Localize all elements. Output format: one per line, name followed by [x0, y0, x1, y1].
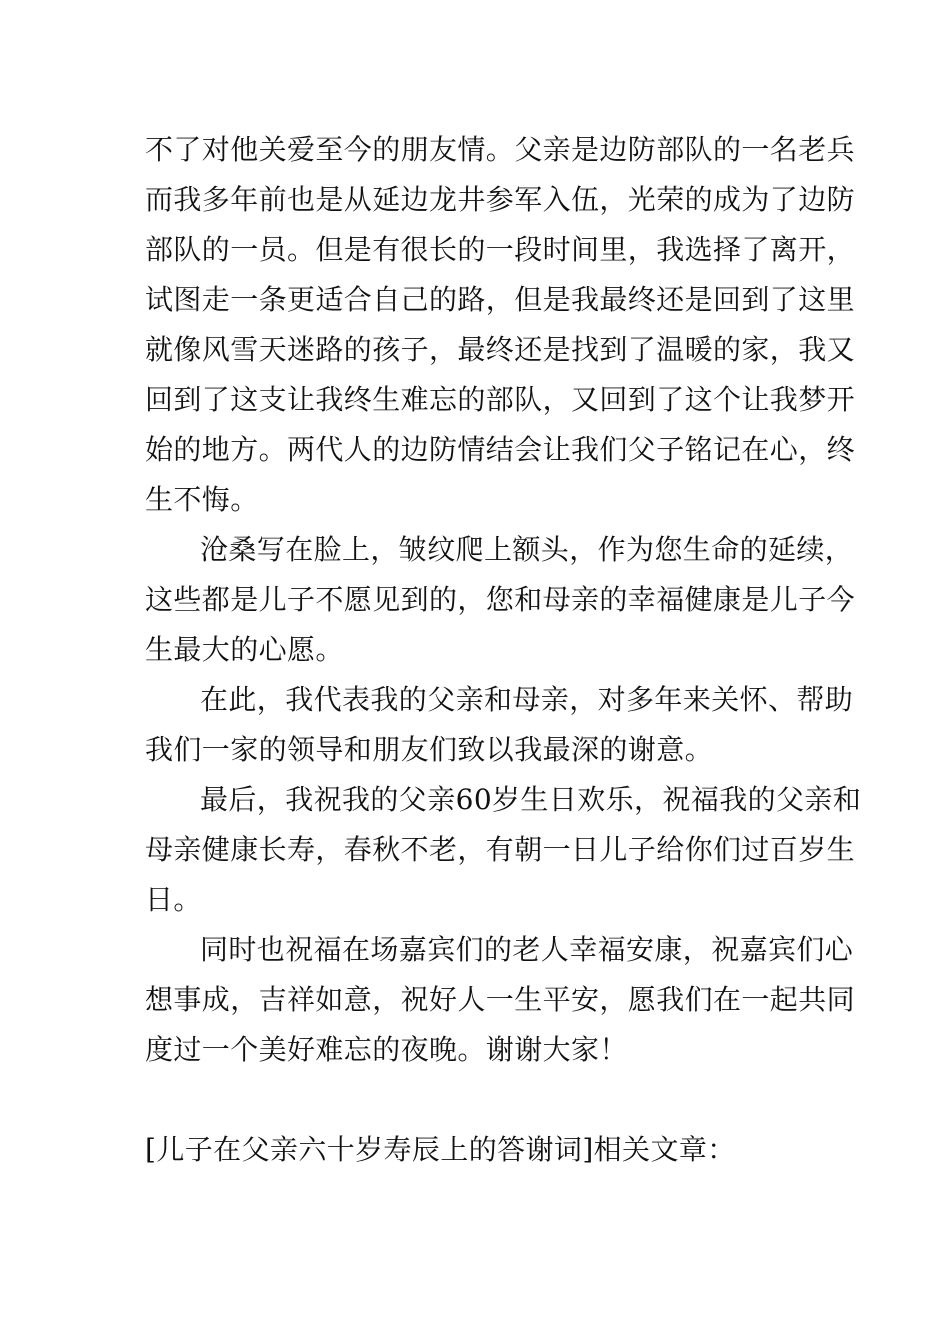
text-line: 始的地方。两代人的边防情结会让我们父子铭记在心，终 — [145, 433, 856, 466]
text-line: 同时也祝福在场嘉宾们的老人幸福安康，祝嘉宾们心 — [200, 933, 854, 966]
text-line: 母亲健康长寿，春秋不老，有朝一日儿子给你们过百岁生 — [145, 833, 856, 866]
text-line: 不了对他关爱至今的朋友情。父亲是边防部队的一名老兵 — [145, 133, 856, 166]
text-line: 沧桑写在脸上，皱纹爬上额头，作为您生命的延续， — [200, 533, 854, 566]
text-line: 生不悔。 — [145, 483, 259, 516]
text-line: 度过一个美好难忘的夜晚。谢谢大家！ — [145, 1033, 628, 1066]
text-line: 而我多年前也是从延边龙井参军入伍，光荣的成为了边防 — [145, 183, 856, 216]
text-line: 生最大的心愿。 — [145, 633, 344, 666]
text-line: 回到了这支让我终生难忘的部队，又回到了这个让我梦开 — [145, 383, 856, 416]
text-line: 部队的一员。但是有很长的一段时间里，我选择了离开， — [145, 233, 856, 266]
text-line: 试图走一条更适合自己的路，但是我最终还是回到了这里 — [145, 283, 856, 316]
text-line: 就像风雪天迷路的孩子，最终还是找到了温暖的家，我又 — [145, 333, 856, 366]
text-line: 这些都是儿子不愿见到的，您和母亲的幸福健康是儿子今 — [145, 583, 856, 616]
text-line: 我们一家的领导和朋友们致以我最深的谢意。 — [145, 733, 714, 766]
text-line: 日。 — [145, 883, 202, 916]
related-articles-heading: [儿子在父亲六十岁寿辰上的答谢词]相关文章： — [145, 1133, 736, 1166]
text-line: 想事成，吉祥如意，祝好人一生平安，愿我们在一起共同 — [145, 983, 856, 1016]
text-line: 最后，我祝我的父亲60岁生日欢乐，祝福我的父亲和 — [200, 783, 862, 816]
text-line: 在此，我代表我的父亲和母亲，对多年来关怀、帮助 — [200, 683, 854, 716]
